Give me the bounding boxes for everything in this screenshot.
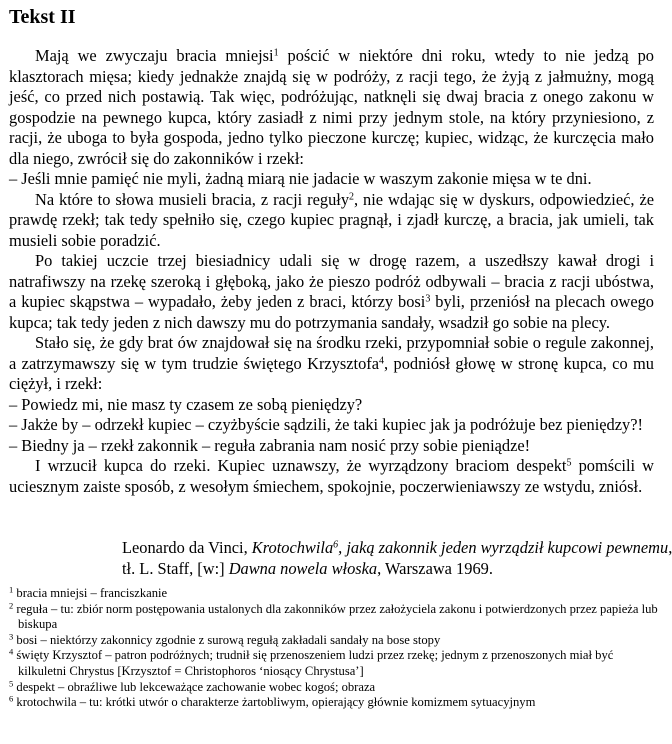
dialogue-line: – Powiedz mi, nie masz ty czasem ze sobą pieniędzy? <box>9 394 363 414</box>
paragraph-4: Stało się, że gdy brat ów znajdował się na środku rzeki, przypomniał sobie o regule zakonnej, a zatrzymawszy się w tym trudzie świętego Krzysztofa$^4$, podniósł głowę w stronę kupca, co mu ciężył, i rzekł: <box>9 333 654 393</box>
paragraph-2: Na które to słowa musieli bracia, z racji reguły$^2$, nie wdając się w dyskurs, odpowiedzieć, że prawdę rzekł; tak tedy spełniło się, czego kupiec pragnął, i zjadł kurczę, a bracia, jak umieli, tak musieli sobie poradzić. <box>9 189 654 250</box>
footnote-ref: 5 <box>566 457 572 469</box>
paragraph-5: I wrzucił kupca do rzeki. Kupiec uznawszy, że wyrządzony braciom despekt$^5$ pomścili w uciesznym zaiste sposób, z wesołym śmiechem, spokojnie, poczerwieniawszy ze wstydu, zniósł. <box>9 456 654 496</box>
dialogue-line: – Biedny ja – rzekł zakonnik – reguła zabrania nam nosić przy sobie pieniądze! <box>9 435 531 455</box>
footnote-ref: 3 <box>425 293 431 305</box>
footnotes <box>9 586 661 711</box>
dialogue-line: – Jeśli mnie pamięć nie myli, żadną miarą nie jadacie w waszym zakonie mięsa w te dni. <box>9 169 592 188</box>
text-body <box>9 46 654 497</box>
footnote-ref: 2 <box>349 191 355 202</box>
paragraph-1: Mają we zwyczaju bracia mniejsi$^1$ pościć w niektóre dni roku, wtedy to nie jedzą po klasztorach mięsa; kiedy jednakże znajdą się w podróży, z racji tego, że żyją z jałmużny, mogą jeść, co przed nich postawią. Tak więc, podróżując, natknęli się dwaj bracia z onego zakonu w gospodzie na pewnego kupca, który zasiadł z nimi przy jednym stole, na który przyniesiono, z racji, że uboga to była gospoda, jedno tylko pieczone kurczę; kupiec, widząc, że kurczęcia mało dla niego, zwrócił się do zakonników i rzekł: <box>9 46 654 168</box>
footnote-ref: 1 <box>273 47 279 59</box>
footnote-item: $^3$ bosi – niektórzy zakonnicy zgodnie z surową regułą zakładali sandały na bose stopy <box>9 631 441 647</box>
footnote-item: $^5$ despekt – obraźliwe lub lekceważące zachowanie wobec kogoś; obraza <box>9 677 376 694</box>
footnote-ref: 6 <box>333 539 339 551</box>
dialogue-line: – Jakże by – odrzekł kupiec – czyżbyście sądzili, że taki kupiec jak ja podróżuje bez pieniędzy?! <box>9 415 643 434</box>
footnote-item: $^4$ święty Krzysztof – patron podróżnych; trudnił się przenoszeniem ludzi przez rzekę; jednym z przenoszonych miał być kilkuletni Chrystus [Krzysztof = Christophoros ‘niosący Chrystusa’] <box>9 646 614 678</box>
work-title: Krotochwila$^6$, jaką zakonnik jeden wyrządził kupcowi pewnemu <box>251 538 669 557</box>
page-title: Tekst II <box>9 6 76 28</box>
footnote-item: $^6$ krotochwila – tu: krótki utwór o charakterze żartobliwym, opierający głównie komizmem sytuacyjnym <box>9 693 536 710</box>
source-citation <box>122 538 672 579</box>
book-title: Dawna nowela włoska <box>228 558 378 578</box>
footnote-item: $^1$ bracia mniejsi – franciszkanie <box>9 584 168 600</box>
footnote-ref: 4 <box>379 355 385 366</box>
paragraph-3: Po takiej uczcie trzej biesiadnicy udali się w drogę razem, a uszedłszy kawał drogi i natrafiwszy na rzekę szeroką i głęboką, jako że pieszo podróż odbywali – bracia z racji ubóstwa, a kupiec skąpstwa – wypadało, żeby jeden z braci, którzy bosi$^3$ byli, przeniósł na plecach owego kupca; tak tedy jeden z nich dawszy mu do potrzymania sandały, wsadził go sobie na plecy. <box>9 251 654 332</box>
citation-line-1: Leonardo da Vinci, Krotochwila$^6$, jaką zakonnik jeden wyrządził kupcowi pewnemu, <box>122 538 672 557</box>
footnote-item: $^2$ reguła – tu: zbiór norm postępowania ustalonych dla zakonników przez założyciela zakonu i potwierdzonych przez papieża lub biskupa <box>9 599 658 632</box>
citation-line-2: tł. L. Staff, [w:] Dawna nowela włoska, Warszawa 1969. <box>122 558 493 578</box>
